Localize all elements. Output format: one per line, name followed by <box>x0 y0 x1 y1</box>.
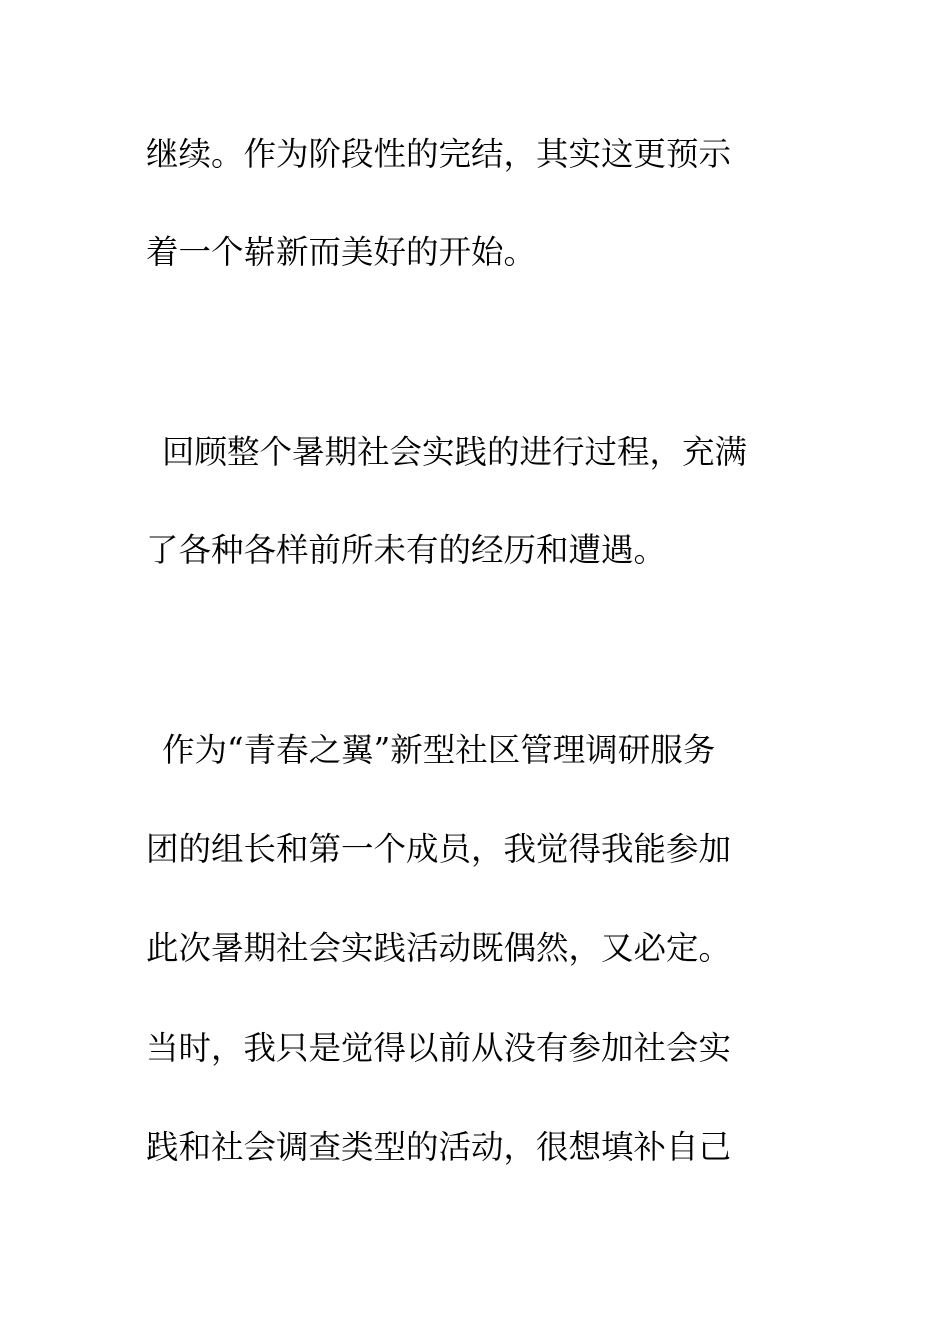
paragraph-3-line-2: 团的组长和第一个成员，我觉得我能参加 <box>146 830 732 868</box>
paragraph-3-line-1: 作为“青春之翼”新型社区管理调研服务 <box>162 731 716 769</box>
paragraph-3-line-5: 践和社会调查类型的活动，很想填补自己 <box>146 1128 732 1166</box>
paragraph-2-line-2: 了各种各样前所未有的经历和遭遇。 <box>146 531 667 569</box>
paragraph-1-line-1: 继续。作为阶段性的完结，其实这更预示 <box>146 135 732 173</box>
paragraph-2-line-1: 回顾整个暑期社会实践的进行过程，充满 <box>162 433 748 471</box>
paragraph-3-line-3: 此次暑期社会实践活动既偶然，又必定。 <box>146 929 732 967</box>
paragraph-1-line-2: 着一个崭新而美好的开始。 <box>146 233 537 271</box>
paragraph-3-line-4: 当时，我只是觉得以前从没有参加社会实 <box>146 1029 732 1067</box>
